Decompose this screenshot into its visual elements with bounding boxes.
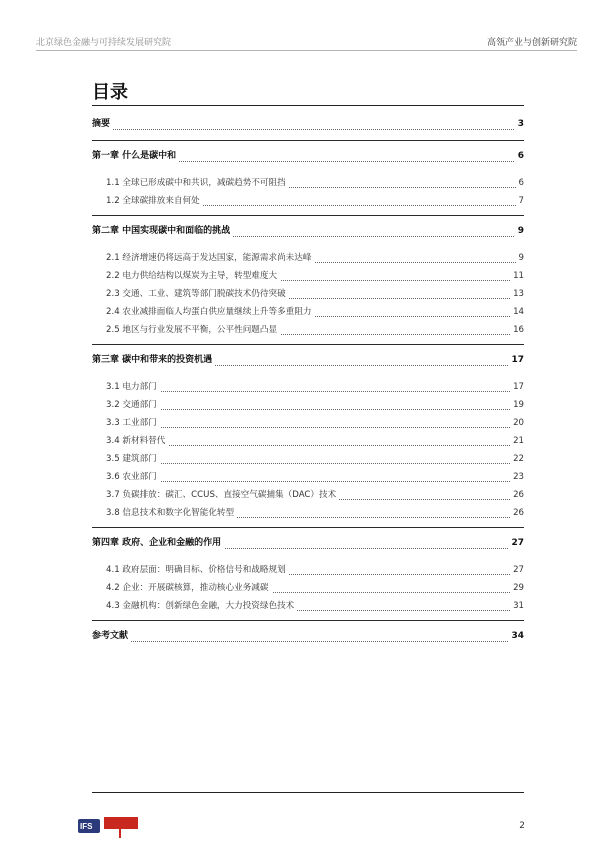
toc-section-entry[interactable] [92,249,524,267]
ifs-logo-mark [78,819,100,833]
toc-entry-label: 3.6 农业部门 [106,468,160,486]
toc-entry-page: 19 [510,396,524,414]
partner-logo-mark [104,817,138,829]
toc-section-entry[interactable] [92,303,524,321]
toc-section-entry[interactable] [92,285,524,303]
toc-entry-label: 1.2 全球碳排放来自何处 [106,192,203,210]
toc-entry-label: 3.2 交通部门 [106,396,160,414]
title-rule [92,105,524,106]
toc-section-entry[interactable] [92,486,524,504]
toc-section-entry[interactable] [92,468,524,486]
toc-entry-label: 2.3 交通、工业、建筑等部门脱碳技术仍待突破 [106,285,289,303]
toc-entry-label: 2.4 农业减排面临人均蛋白供应量继续上升等多重阻力 [106,303,314,321]
toc-section-entry[interactable] [92,450,524,468]
toc-entry-page: 26 [510,504,524,522]
chapter-separator [92,344,524,345]
toc-entry-page: 11 [510,267,524,285]
toc-entry-page: 23 [510,468,524,486]
toc-entry-page: 13 [510,285,524,303]
toc-entry-page: 6 [516,174,524,192]
toc-entry-page: 9 [516,249,524,267]
toc-entry-label: 4.2 企业：开展碳核算，推动核心业务减碳 [106,579,272,597]
toc-entry-page: 3 [515,113,524,135]
toc-entry-page: 17 [510,378,524,396]
toc-section-entry[interactable] [92,561,524,579]
toc-entry-page: 27 [510,561,524,579]
toc-entry-label: 2.5 地区与行业发展不平衡，公平性问题凸显 [106,321,280,339]
dot-leader [92,129,524,130]
dot-leader [106,409,524,410]
page-header [0,0,613,56]
chapter-separator [92,215,524,216]
toc-chapter-entry[interactable] [92,145,524,167]
dot-leader [106,445,524,446]
toc-chapter-entry[interactable] [92,220,524,242]
toc-entry-label: 第三章 碳中和带来的投资机遇 [92,349,215,371]
toc-entry-page: 21 [510,432,524,450]
ifs-logo-text: IFS [80,822,93,831]
toc-chapter-entry[interactable] [92,625,524,647]
toc-section-entry[interactable] [92,504,524,522]
toc-chapter-entry[interactable] [92,349,524,371]
toc-entry-label: 摘要 [92,113,113,135]
toc-entry-label: 4.3 金融机构：创新绿色金融，大力投资绿色技术 [106,597,297,615]
page-number: 2 [519,821,525,831]
toc-section-entry[interactable] [92,579,524,597]
toc-chapter-entry[interactable] [92,113,524,135]
toc-section-entry[interactable] [92,174,524,192]
header-divider [36,50,577,51]
toc-entry-page: 27 [508,532,524,554]
header-right-org: 高瓴产业与创新研究院 [486,38,577,48]
footer-divider [92,792,524,793]
toc-entry-label: 3.3 工业部门 [106,414,160,432]
toc-entry-page: 34 [508,625,524,647]
dot-leader [106,463,524,464]
toc-entry-page: 29 [510,579,524,597]
toc-entry-page: 22 [510,450,524,468]
toc-entry-label: 3.5 建筑部门 [106,450,160,468]
toc-entry-page: 17 [508,349,524,371]
dot-leader [106,391,524,392]
dot-leader [106,427,524,428]
toc-section-entry[interactable] [92,267,524,285]
spacer [92,242,524,249]
toc-entry-label: 3.7 负碳排放：碳汇、CCUS、直接空气碳捕集（DAC）技术 [106,486,339,504]
toc-entry-label: 3.8 信息技术和数字化智能化转型 [106,504,237,522]
toc-entry-label: 第四章 政府、企业和金融的作用 [92,532,224,554]
spacer [92,554,524,561]
toc-entry-label: 第二章 中国实现碳中和面临的挑战 [92,220,233,242]
chapter-separator [92,140,524,141]
toc-entry-label: 3.4 新材料替代 [106,432,168,450]
ifs-logo [78,817,138,837]
spacer [92,167,524,174]
toc-chapter-entry[interactable] [92,532,524,554]
toc-entry-label: 4.1 政府层面：明确目标、价格信号和战略规划 [106,561,289,579]
toc-section-entry[interactable] [92,378,524,396]
toc-entry-page: 26 [510,486,524,504]
toc-entry-page: 16 [510,321,524,339]
toc-section-entry[interactable] [92,432,524,450]
toc-section-entry[interactable] [92,192,524,210]
partner-logo-bar [119,829,121,838]
toc-entry-page: 31 [510,597,524,615]
dot-leader [92,641,524,642]
toc-entry-page: 9 [515,220,524,242]
toc-section-entry[interactable] [92,597,524,615]
header-left-org: 北京绿色金融与可持续发展研究院 [36,38,172,48]
spacer [92,371,524,378]
toc-entry-label: 第一章 什么是碳中和 [92,145,179,167]
chapter-separator [92,527,524,528]
dot-leader [106,481,524,482]
page-title: 目录 [92,82,128,103]
toc-section-entry[interactable] [92,321,524,339]
toc-section-entry[interactable] [92,414,524,432]
toc-section-entry[interactable] [92,396,524,414]
toc-entry-label: 3.1 电力部门 [106,378,160,396]
toc-entry-page: 7 [516,192,524,210]
toc-entry-label: 2.2 电力供给结构以煤炭为主导，转型难度大 [106,267,280,285]
chapter-separator [92,620,524,621]
toc-entry-label: 2.1 经济增速仍将远高于发达国家，能源需求尚未达峰 [106,249,314,267]
toc-entry-label: 1.1 全球已形成碳中和共识，减碳趋势不可阻挡 [106,174,289,192]
toc-entry-label: 参考文献 [92,625,131,647]
toc-entry-page: 6 [515,145,524,167]
toc-entry-page: 14 [510,303,524,321]
toc-entry-page: 20 [510,414,524,432]
table-of-contents [92,109,524,647]
